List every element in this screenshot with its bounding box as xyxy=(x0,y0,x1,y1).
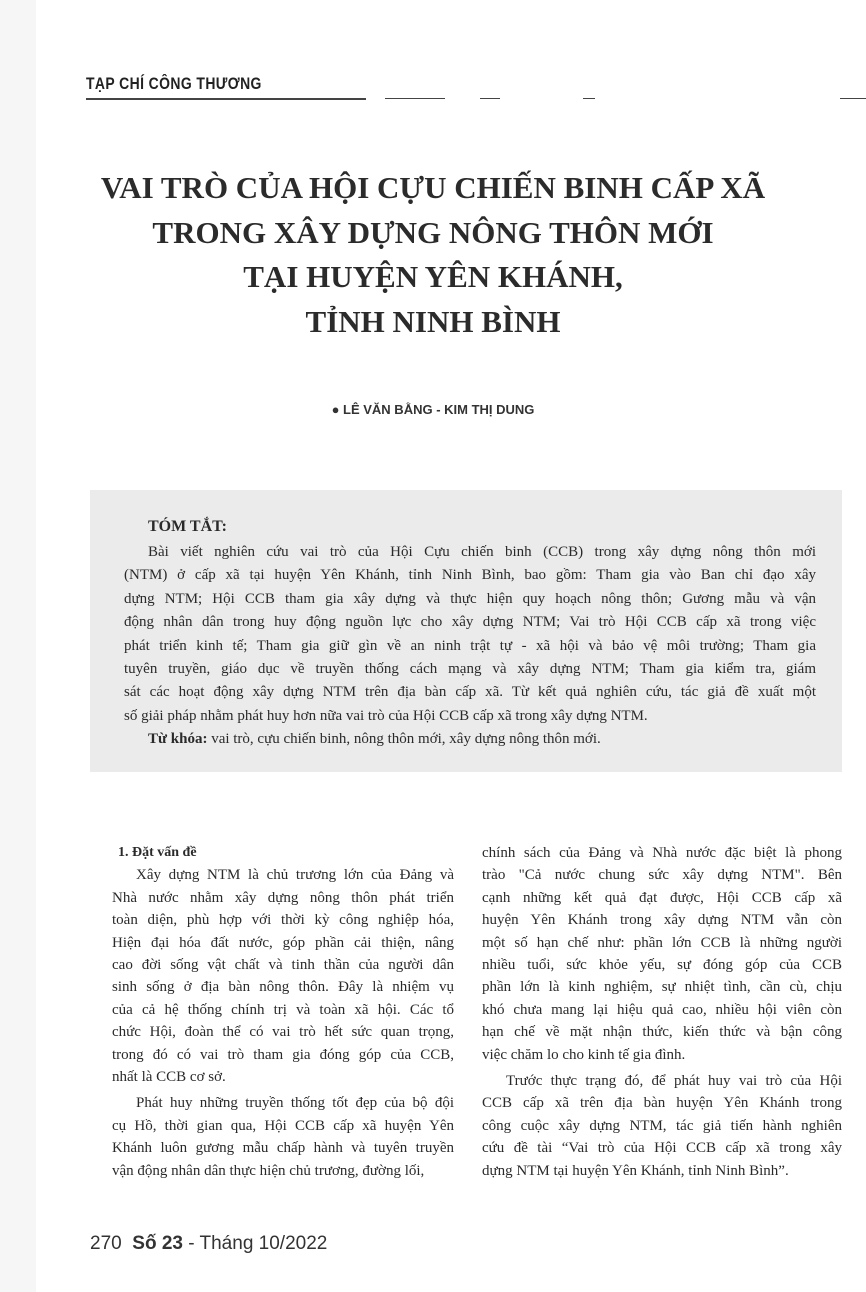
text-line: phần lớn là kinh nghiệm, sự nhiệt tình, cần cù, chịu xyxy=(482,979,842,996)
text-line: nhất là CCB cơ sở. xyxy=(112,1069,226,1086)
text-line: Phát huy những truyền thống tốt đẹp của bộ đội xyxy=(136,1095,454,1112)
abstract-line: (NTM) ở cấp xã tại huyện Yên Khánh, tỉnh Ninh Bình, bao gồm: Tham gia vào Ban chỉ đạo xây xyxy=(124,567,816,584)
text-line: cứu đề tài “Vai trò của Hội CCB cấp xã trong xây xyxy=(482,1140,842,1157)
abstract-line: dựng NTM; Hội CCB tham gia xây dựng và thực hiện quy hoạch nông thôn; Gương mẫu và vận xyxy=(124,590,816,607)
text-line: toàn diện, phù hợp với thời kỳ công nghiệp hóa, xyxy=(112,912,454,929)
text-line: dựng NTM tại huyện Yên Khánh, tỉnh Ninh Bình”. xyxy=(482,1162,789,1179)
abstract-heading: TÓM TẮT: xyxy=(148,518,227,535)
text-line: hạn chế về mặt nhận thức, kiến thức và bận công xyxy=(482,1024,842,1041)
issue-date: - Tháng 10/2022 xyxy=(182,1233,328,1254)
abstract-line: tuyên truyền, giáo dục về truyền thống cách mạng và xây dựng NTM; Tham gia kiểm tra, giám xyxy=(124,661,816,678)
text-line: việc chăm lo cho kinh tế gia đình. xyxy=(482,1046,686,1063)
text-line: Khánh luôn gương mẫu chấp hành và tuyên truyền xyxy=(112,1140,454,1157)
text-line: cạnh những kết quả đạt được, Hội CCB cấp xã xyxy=(482,889,842,906)
text-line: cụ Hồ, thời gian qua, Hội CCB cấp xã huyện Yên xyxy=(112,1117,454,1134)
header-rule xyxy=(480,98,500,99)
abstract-line: số giải pháp nhằm phát huy hơn nữa vai trò của Hội CCB cấp xã trong xây dựng NTM. xyxy=(124,707,648,724)
text-line: trào "Cả nước chung sức xây dựng NTM". Bên xyxy=(482,867,842,884)
text-line: Trước thực trạng đó, để phát huy vai trò của Hội xyxy=(506,1073,842,1090)
header-rule xyxy=(385,98,445,99)
text-line: Xây dựng NTM là chủ trương lớn của Đảng và xyxy=(136,867,454,884)
title-line: VAI TRÒ CỦA HỘI CỰU CHIẾN BINH CẤP XÃ xyxy=(100,170,766,205)
abstract-text xyxy=(124,541,816,752)
column-left xyxy=(112,842,454,1182)
text-line: trong đó có vai trò tham gia đóng góp của CCB, xyxy=(112,1046,454,1063)
abstract-line: sát các hoạt động xây dựng NTM trên địa bàn cấp xã. Từ kết quả nghiên cứu, tác giả đề xuất một xyxy=(124,684,816,701)
text-line: của cả hệ thống chính trị và toàn xã hội. Các tổ xyxy=(112,1001,454,1018)
header-rule xyxy=(583,98,595,99)
header-rule xyxy=(840,98,866,99)
article-title xyxy=(0,166,866,344)
journal-name: TẠP CHÍ CÔNG THƯƠNG xyxy=(86,74,262,93)
text-line: nhiều tuổi, sức khỏe yếu, sự đóng góp của CCB xyxy=(482,957,842,974)
abstract-line: phát triển kinh tế; Tham gia giữ gìn về an ninh trật tự - xã hội và bảo vệ môi trường; Tham gia xyxy=(124,637,816,654)
authors: ● LÊ VĂN BẰNG - KIM THỊ DUNG xyxy=(331,402,535,417)
page-footer xyxy=(90,1233,327,1255)
keywords: Từ khóa: vai trò, cựu chiến binh, nông thôn mới, xây dựng nông thôn mới. xyxy=(148,731,601,748)
text-line: công cuộc xây dựng NTM, tác giả tiến hành nghiên xyxy=(482,1117,842,1134)
issue-number: Số 23 xyxy=(132,1233,183,1254)
text-line: vận động nhân dân thực hiện chủ trương, đường lối, xyxy=(112,1162,425,1179)
text-line: Hiện đại hóa đất nước, góp phần cải thiện, nâng xyxy=(112,934,454,951)
title-line: TẠI HUYỆN YÊN KHÁNH, xyxy=(243,259,623,294)
title-line: TỈNH NINH BÌNH xyxy=(305,303,561,339)
text-line: khó chưa mang lại hiệu quả cao, nhiều hội viên còn xyxy=(482,1001,842,1018)
text-line: chính sách của Đảng và Nhà nước đặc biệt là phong xyxy=(482,845,842,861)
text-line: CCB cấp xã trên địa bàn huyện Yên Khánh trong xyxy=(482,1095,842,1112)
text-line: sinh sống ở địa bàn nông thôn. Đây là nhiệm vụ xyxy=(112,979,454,996)
title-line: TRONG XÂY DỰNG NÔNG THÔN MỚI xyxy=(152,214,714,250)
text-line: huyện Yên Khánh trong xây dựng NTM vẫn còn xyxy=(482,912,842,929)
abstract-line: Bài viết nghiên cứu vai trò của Hội Cựu chiến binh (CCB) trong xây dựng nông thôn mới xyxy=(148,544,816,560)
page-number: 270 xyxy=(90,1233,122,1254)
text-line: cao đời sống vật chất và tinh thần của người dân xyxy=(112,957,454,974)
column-right xyxy=(482,842,842,1182)
text-line: Nhà nước nhằm xây dựng nông thôn phát triển xyxy=(112,889,454,906)
abstract-line: động nhân dân trong huy động nguồn lực cho xây dựng NTM; Vai trò Hội CCB cấp xã trong việc xyxy=(124,614,816,631)
header-rule xyxy=(86,98,366,100)
section-heading: 1. Đặt vấn đề xyxy=(118,845,197,860)
text-line: chức Hội, đoàn thể có vai trò hết sức quan trọng, xyxy=(112,1024,454,1041)
text-line: một số hạn chế như: phần lớn CCB là những người xyxy=(482,934,842,951)
